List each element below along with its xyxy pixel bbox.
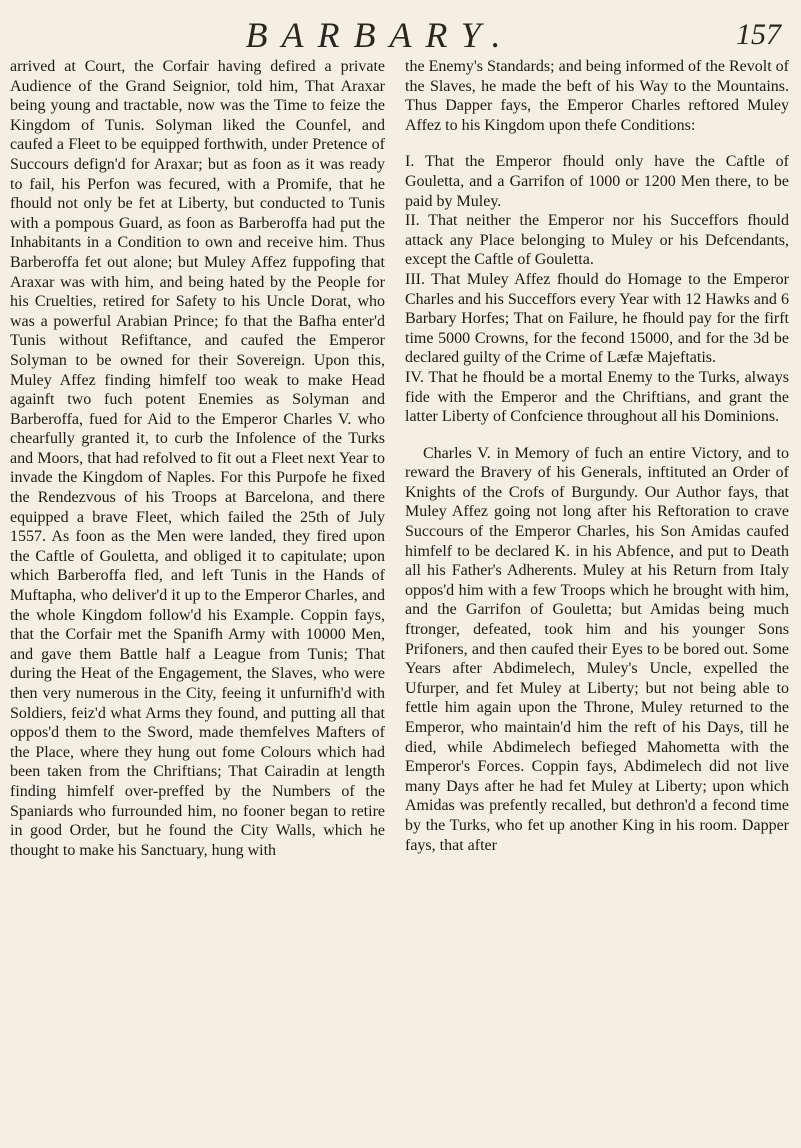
condition-item: III. That Muley Affez fhould do Homage to the Emperor Charles and his Succeffors every Year with 12 Hawks and 6 Barbary Horfes; That on Failure, he fhould pay for the firft time 5000 Crowns, for the fecond 15000, and for the 3d be declared guilty of the Crime of Læfæ Majeftatis. bbox=[405, 270, 789, 367]
paragraph: arrived at Court, the Corfair having defired a private Audience of the Grand Seignior, told him, That Araxar being young and tractable, now was the Time to feize the Kingdom of Tunis. Solyman liked the Counfel, and caufed a Fleet to be equipped forthwith, under Pretence of Succours defign'd for Araxar; but as foon as it was ready to fail, his Perfon was fecured, with a Promife, that he fhould not only be fet at Liberty, but conducted to Tunis with a pompous Guard, as foon as Barberoffa had put the Inhabitants in a Condition to own and receive him. Thus Barberoffa fet out alone; but Muley Affez fuppofing that Araxar was with him, and being hated by the People for his Cruelties, retired for Safety to his Uncle Dorat, who was a powerful Arabian Prince; fo that the Bafha enter'd Tunis without Refiftance, and caufed the Emperor Solyman to be owned for their Sovereign. Upon this, Muley Affez finding himfelf too weak to make Head againft two fuch potent Enemies as Solyman and Barberoffa, fued for Aid to the Emperor Charles V. who chearfully granted it, to curb the Infolence of the Turks and Moors, that had refolved to fit out a Fleet next Year to invade the Kingdom of Naples. For this Purpofe he fixed the Rendezvous of his Troops at Barcelona, and there equipped a brave Fleet, which failed the 25th of July 1557. As foon as the Men were landed, they fired upon the Caftle of Gouletta, and obliged it to capitulate; upon which Barberoffa fled, and left Tunis in the Hands of Muftapha, who deliver'd it up to the Emperor Charles, and the whole Kingdom follow'd his Example. Coppin fays, that the Corfair met the Spanifh Army with 10000 Men, and gave them Battle half a League from Tunis; That during the Heat of the Engagement, the Slaves, who were then very numerous in the City, feeing it unfurnifh'd with Soldiers, feiz'd what Arms they found, and putting all that oppos'd them to the Sword, made themfelves Mafters of the Place, where they hung out fome Colours which had been taken from the Chriftians; That Cairadin at length finding himfelf over-preffed by the Numbers of the Spaniards who furrounded him, no fooner began to retire in good Order, but he found the City Walls, which he thought to make his Sanctuary, hung with bbox=[10, 58, 385, 859]
condition-item: II. That neither the Emperor nor his Succeffors fhould attack any Place belonging to Muley or his Defcendants, except the Caftle of Gouletta. bbox=[405, 212, 789, 269]
running-title: BARBARY. bbox=[245, 15, 515, 55]
condition-item: IV. That he fhould be a mortal Enemy to the Turks, always fide with the Emperor and the Chriftians, and grant the latter Liberty of Confcience throughout all his Dominions. bbox=[405, 368, 789, 426]
paragraph: the Enemy's Standards; and being informed of the Revolt of the Slaves, he made the beft of his Way to the Mountains. Thus Dapper fays, the Emperor Charles reftored Muley Affez to his Kingdom upon thefe Conditions: bbox=[405, 58, 789, 134]
paragraph: Charles V. in Memory of fuch an entire Victory, and to reward the Bravery of his Generals, inftituted an Order of Knights of the Crofs of Burgundy. Our Author fays, that Muley Affez going not long after his Reftoration to crave Succours of the Emperor Charles, his Son Amidas caufed himfelf to be declared K. in his Abfence, and put to Death all his Father's Adherents. Muley at his Return from Italy oppos'd him with a few Troops which he brought with him, and the Garrifon of Gouletta; but Amidas being much ftronger, defeated, took him and his younger Sons Prifoners, and then caufed their Eyes to be bored out. Some Years after Abdimelech, Muley's Uncle, expelled the Ufurper, and fet Muley at Liberty; but not being able to fettle him again upon the Throne, Muley returned to the Emperor, who maintain'd him the reft of his Days, till he died, while Abdimelech befieged Mahometta with the Emperor's Forces. Coppin fays, Abdimelech did not live many Days after he had fet Muley at Liberty; upon which Amidas was prefently recalled, but dethron'd a fecond time by the Turks, who fet up another King in his room. Dapper fays, that after bbox=[405, 444, 789, 854]
left-column bbox=[10, 57, 385, 860]
page-number: 157 bbox=[736, 18, 781, 51]
condition-item: I. That the Emperor fhould only have the Caftle of Gouletta, and a Garrifon of 1000 or 1200 Men there, to be paid by Muley. bbox=[405, 153, 789, 210]
right-column bbox=[405, 57, 789, 855]
page-header bbox=[0, 8, 801, 60]
